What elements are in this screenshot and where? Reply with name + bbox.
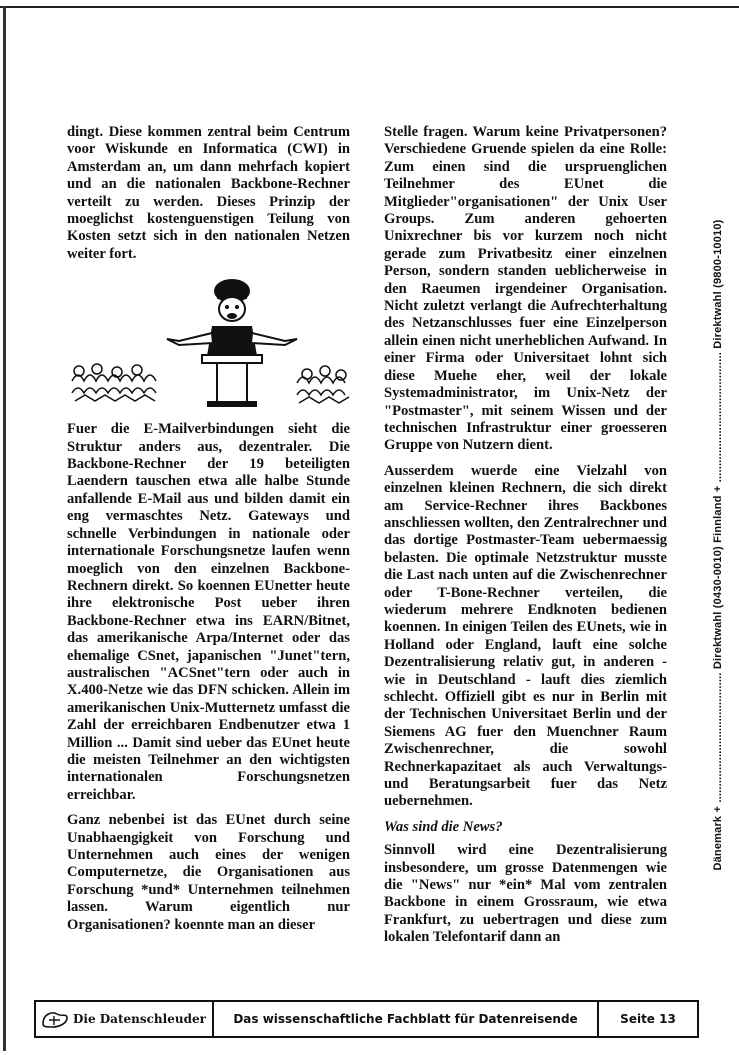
left-paragraph-2: Fuer die E-Mailverbindungen sieht die Struktur anders aus, dezentraler. Die Backbone-Rechner der 19 beteiligten Laendern tauschen etwa alle halbe Stunde anfallende E-Mail aus und bilden damit ein eng vermaschtes Netz. Gateways und schnelle Verbindungen in nationale oder internationale Forschungsnetze laufen wenn moeglich von den einzelnen Backbone-Rechnern direkt. So koennen EUnetter heute ihre elektronische Post ueber ihren Backbone-Rechner etwa ins EARN/Bitnet, das amerikanische Arpa/Internet oder das ehemalige CSnet, japanischen "Junet"tern, australischen "ACSnet"tern oder auch in X.400-Netze wie das DFN schicken. Allein im amerikanischen Unix-Mutternetz umfasst die Zahl der erreichbaren Endbenutzer etwa 1 Million ... Damit sind ueber das EUnet heute die meisten Teilnehmer an den wichtigsten internationalen Forschungsnetzen erreichbar. xyxy=(67,421,350,803)
lecturer-illustration xyxy=(67,271,350,411)
right-column xyxy=(384,124,667,955)
left-column xyxy=(67,124,350,942)
right-paragraph-2: Ausserdem wuerde eine Vielzahl von einzelnen kleinen Rechnern, die sich direkt am Service-Rechner ihres Backbones anschliessen wollten, den Zentralrechner und das dortige Postmaster-Team uebermaessig belasten. Die optimale Netzstruktur musste die Last nach unten auf die Zwischenrechner oder T-Bone-Rechner verteilen, die wiederum mehrere Endknoten bedienen koennen. In einigen Teilen des EUnets, wie in Holland oder England, lauft eine solche Dezentralisierung relativ gut, in anderen - wie in Deutschland - lauft dies ziemlich schlecht. Offiziell gibt es nur in Berlin mit der Technischen Universitaet Berlin und der Siemens AG fuer den Muenchner Raum Zwischenrechner, die sowohl Rechnerkapazitaet als auch Verwaltungs- und Beratungsarbeit fuer das Netz uebernehmen. xyxy=(384,462,667,810)
page-number: Seite 13 xyxy=(620,1012,676,1026)
left-border-line xyxy=(3,6,6,1051)
section-heading: Was sind die News? xyxy=(384,818,503,835)
left-paragraph-1: dingt. Diese kommen zentral beim Centrum voor Wiskunde en Informatica (CWI) in Amsterdam an, um dann mehrfach kopiert und an die nationalen Backbone-Rechner verteilt zu werden. Dieses Prinzip der moeglichst kostenguenstigen Teilung von Kosten setzt sich in den nationalen Netzen weiter fort. xyxy=(67,124,350,262)
left-paragraph-3: Ganz nebenbei ist das EUnet durch seine Unabhaengigkeit von Forschung und Unternehmen auch eines der wenigen Computernetze, die Organisationen aus Forschung *und* Unternehmen teilnehmen lassen. Warum eigentlich nur Organisationen? koennte man an dieser xyxy=(67,812,350,933)
vertical-margin-note xyxy=(706,120,730,970)
datenschleuder-logo-icon xyxy=(40,1008,70,1030)
top-border-line xyxy=(0,6,739,8)
lecturer-drawing xyxy=(67,271,350,411)
margin-note-text: Dänemark + ........................................ Direktwahl (0430-0010) Finnland + ........................................ Direktwahl (9800-10010) xyxy=(712,219,724,871)
footer-bar xyxy=(34,1000,699,1038)
footer-tagline: Das wissenschaftliche Fachblatt für Datenreisende xyxy=(214,1002,599,1036)
right-paragraph-1: Stelle fragen. Warum keine Privatpersonen? Verschiedene Gruende spielen da eine Rolle: Zum einen sind die urspruenglichen Teilnehmer des EUnet die Mitglieder"organisationen" der Unix User Groups. Zum anderen gehoerten Unixrechner bis vor kurzem noch nicht gerade zum Privatbesitz einer einzelnen Person, sondern standen ueblicherweise in den Raeumen irgendeiner Organisation. Nicht zuletzt verlangt die Aufrechterhaltung des Netzanschlusses fuer eine Einzelperson allein einen nicht unerheblichen Aufwand. In einer Firma oder Universitaet lohnt sich diese Muehe eher, weil der lokale Systemadministrator, im Unix-Netz der "Postmaster", mit seinem Wissen und der technischen Infrastruktur einer groesseren Gruppe von Nutzern dient. xyxy=(384,124,667,454)
right-paragraph-3: Sinnvoll wird eine Dezentralisierung insbesondere, um grosse Datenmengen wie die "News" nur *ein* Mal vom zentralen Backbone in einem Grossraum, wie etwa Frankfurt, zu uebertragen und diese zum lokalen Telefontarif dann an xyxy=(384,842,667,946)
footer-brand-text: Die Datenschleuder xyxy=(73,1012,206,1026)
footer-brand xyxy=(36,1002,214,1036)
